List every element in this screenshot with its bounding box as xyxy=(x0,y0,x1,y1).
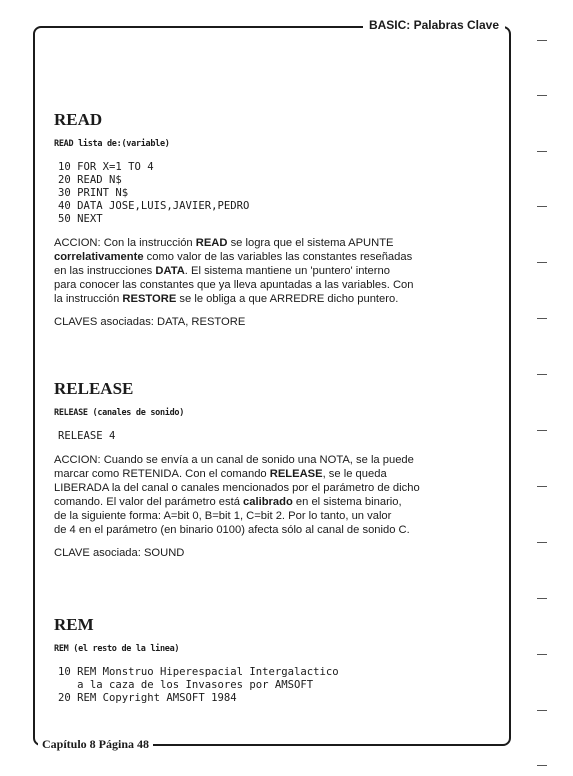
syntax-line: RELEASE (canales de sonido) xyxy=(54,408,185,418)
section-title: RELEASE xyxy=(54,379,134,398)
footer-page-label: Capítulo 8 Página 48 xyxy=(38,737,153,752)
margin-mark xyxy=(537,374,547,375)
code-block: 10 FOR X=1 TO 4 20 READ N$ 30 PRINT N$ 40 DATA JOSE,LUIS,JAVIER,PEDRO 50 NEXT xyxy=(58,161,250,225)
code-block: 10 REM Monstruo Hiperespacial Intergalactico a la caza de los Invasores por AMSOFT 20 REM Copyright AMSOFT 1984 xyxy=(58,666,339,704)
margin-mark xyxy=(537,710,547,711)
associated-keywords: CLAVE asociada: SOUND xyxy=(54,547,185,559)
margin-mark xyxy=(537,598,547,599)
margin-mark xyxy=(537,542,547,543)
section-title: READ xyxy=(54,110,103,129)
margin-tick-marks xyxy=(537,0,549,776)
header-title: BASIC: Palabras Clave xyxy=(363,18,505,32)
margin-mark xyxy=(537,765,547,766)
code-block: RELEASE 4 xyxy=(58,430,116,442)
section-title: REM xyxy=(54,615,94,634)
section-read xyxy=(54,110,494,328)
margin-mark xyxy=(537,486,547,487)
margin-mark xyxy=(537,206,547,207)
description-paragraph: ACCION: Cuando se envía a un canal de sonido una NOTA, se la puede marcar como RETENIDA. Con el comando RELEASE, se le queda LIBERADA la del canal o canales mencionados por el parámetro de dicho comando. El valor del parámetro está calibrado en el sistema binario, de la siguiente forma: A=bit 0, B=bit 1, C=bit 2. Por lo tanto, un valor de 4 en el parámetro (en binario 0100) afecta sólo al canal de sonido C. xyxy=(54,454,420,536)
section-release xyxy=(54,379,494,559)
margin-mark xyxy=(537,430,547,431)
associated-keywords: CLAVES asociadas: DATA, RESTORE xyxy=(54,316,246,328)
description-paragraph: ACCION: Con la instrucción READ se logra que el sistema APUNTE correlativamente como valor de las variables las constantes reseñadas en las instrucciones DATA. El sistema mantiene un 'puntero' interno para conocer las constantes que ya lleva apuntadas a las variables. Con la instrucción RESTORE se le obliga a que ARREDRE dicho puntero. xyxy=(54,237,414,305)
margin-mark xyxy=(537,654,547,655)
syntax-line: REM (el resto de la linea) xyxy=(54,644,180,654)
section-rem xyxy=(54,615,494,705)
margin-mark xyxy=(537,40,547,41)
syntax-line: READ lista de:(variable) xyxy=(54,139,170,149)
margin-mark xyxy=(537,262,547,263)
margin-mark xyxy=(537,318,547,319)
margin-mark xyxy=(537,151,547,152)
margin-mark xyxy=(537,95,547,96)
